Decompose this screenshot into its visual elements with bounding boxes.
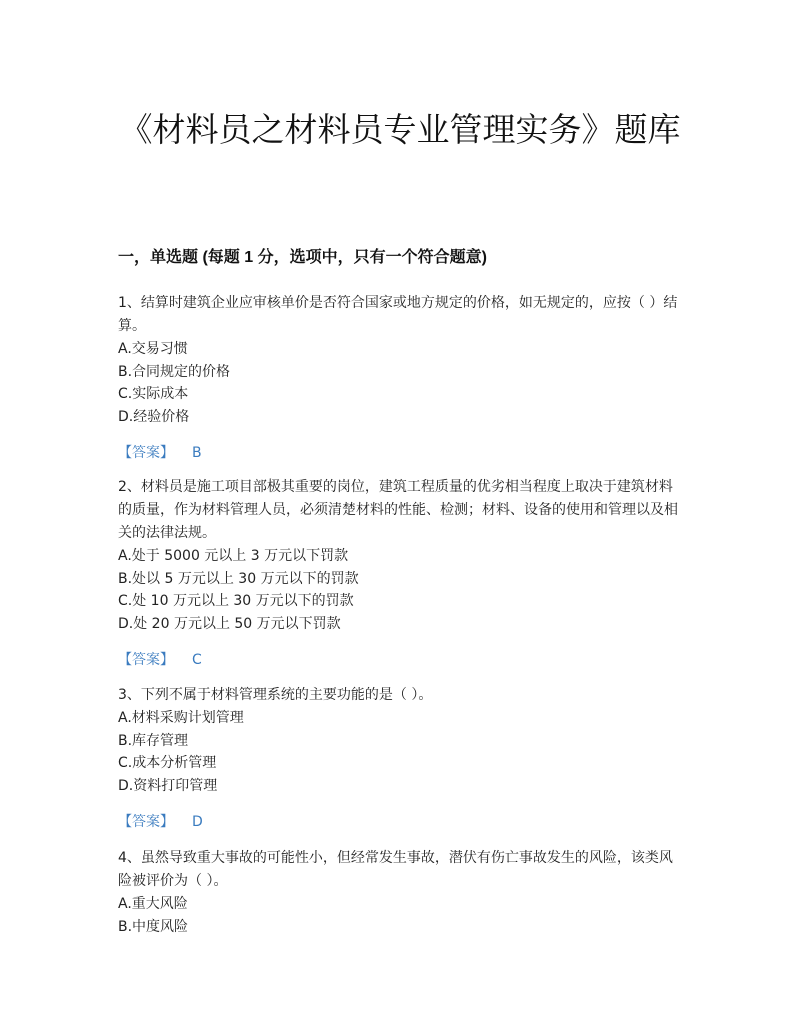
option-b: B.合同规定的价格 bbox=[118, 363, 231, 380]
option-d: D.处 20 万元以上 50 万元以下罚款 bbox=[118, 615, 341, 632]
option-c: C.处 10 万元以上 30 万元以下的罚款 bbox=[118, 593, 354, 609]
question-4 bbox=[118, 847, 682, 938]
option-d: D.资料打印管理 bbox=[118, 777, 218, 794]
option-b: B.中度风险 bbox=[118, 918, 189, 935]
question-stem: 2、材料员是施工项目部极其重要的岗位，建筑工程质量的优劣相当程度上取决于建筑材料的质量，作为材料管理人员，必须清楚材料的性能、检测；材料、设备的使用和管理以及相关的法律法规。 bbox=[118, 479, 678, 541]
option-c: C.成本分析管理 bbox=[118, 755, 217, 771]
answer-line bbox=[118, 649, 682, 672]
option-b: B.库存管理 bbox=[118, 732, 189, 749]
answer-line bbox=[118, 442, 682, 465]
section-heading: 一，单选题 (每题 1 分，选项中，只有一个符合题意) bbox=[118, 249, 487, 266]
option-a: A.重大风险 bbox=[118, 896, 188, 912]
option-a: A.交易习惯 bbox=[118, 341, 188, 357]
question-stem: 4、虽然导致重大事故的可能性小，但经常发生事故，潜伏有伤亡事故发生的风险，该类风险被评价为（ ）。 bbox=[118, 850, 673, 889]
question-stem: 1、结算时建筑企业应审核单价是否符合国家或地方规定的价格，如无规定的，应按（ ）结算。 bbox=[118, 295, 678, 334]
question-3 bbox=[118, 684, 682, 834]
answer-value: D bbox=[192, 814, 203, 830]
answer-label: 【答案】 bbox=[118, 652, 174, 668]
option-c: C.实际成本 bbox=[118, 386, 189, 402]
question-stem: 3、下列不属于材料管理系统的主要功能的是（ ）。 bbox=[118, 687, 433, 703]
answer-line bbox=[118, 811, 682, 834]
option-b: B.处以 5 万元以上 30 万元以下的罚款 bbox=[118, 570, 359, 587]
answer-label: 【答案】 bbox=[118, 814, 174, 830]
option-d: D.经验价格 bbox=[118, 408, 190, 425]
page-title: 《材料员之材料员专业管理实务》题库 bbox=[119, 110, 681, 149]
question-2 bbox=[118, 476, 682, 672]
answer-value: B bbox=[192, 445, 202, 461]
answer-label: 【答案】 bbox=[118, 445, 174, 461]
option-a: A.材料采购计划管理 bbox=[118, 710, 244, 726]
option-a: A.处于 5000 元以上 3 万元以下罚款 bbox=[118, 548, 349, 564]
question-1 bbox=[118, 292, 682, 465]
answer-value: C bbox=[192, 652, 202, 668]
